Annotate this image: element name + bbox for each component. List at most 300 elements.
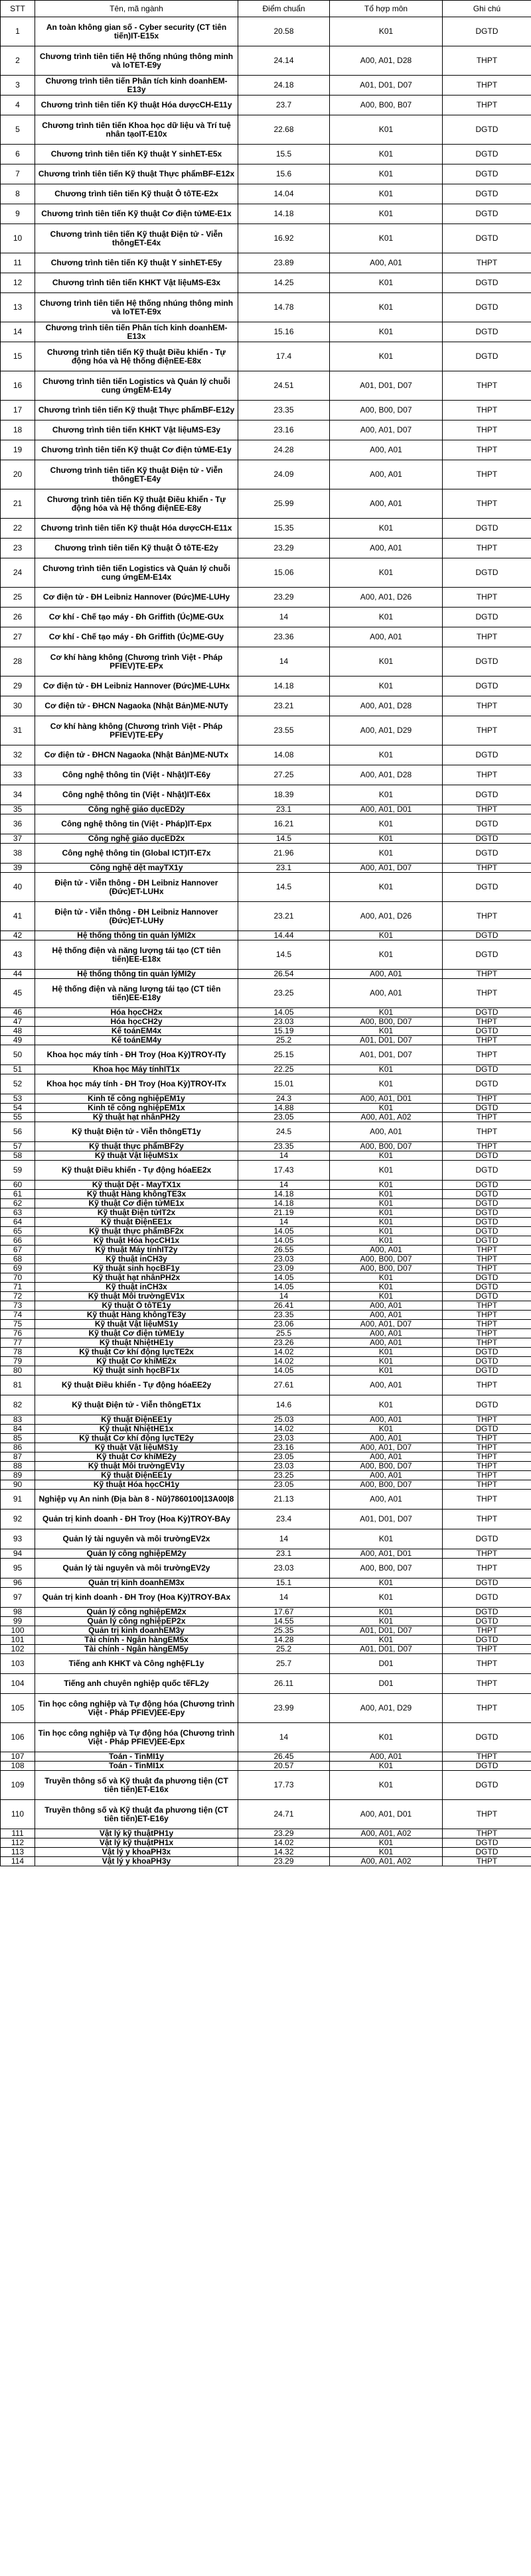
table-row xyxy=(1,745,531,765)
row-program-name: Kỹ thuật Môi trườngEV1x xyxy=(35,1292,238,1301)
table-row xyxy=(1,1273,531,1283)
row-cutoff-score: 23.21 xyxy=(238,902,330,931)
row-subject-combination: A00, A01 xyxy=(330,440,443,460)
row-program-name: Vật lý kỹ thuậtPH1y xyxy=(35,1829,238,1838)
row-program-name: Hệ thống điện và năng lượng tái tạo (CT tiên tiến)EE-E18y xyxy=(35,979,238,1008)
row-program-name: Hệ thống thông tin quản lýMI2y xyxy=(35,970,238,979)
row-subject-combination: K01 xyxy=(330,1218,443,1227)
row-note: DGTD xyxy=(443,1529,531,1549)
row-note: DGTD xyxy=(443,1227,531,1236)
row-note: DGTD xyxy=(443,1848,531,1857)
table-row xyxy=(1,1771,531,1800)
row-program-name: Chương trình tiên tiến Logistics và Quản lý chuỗi cung ứngEM-E14x xyxy=(35,558,238,588)
row-program-name: Kỹ thuật Cơ khíME2y xyxy=(35,1452,238,1462)
table-row xyxy=(1,1395,531,1415)
row-note: THPT xyxy=(443,1694,531,1723)
table-row xyxy=(1,765,531,785)
row-subject-combination: K01 xyxy=(330,1848,443,1857)
row-stt: 32 xyxy=(1,745,35,765)
table-row xyxy=(1,1366,531,1376)
row-cutoff-score: 24.18 xyxy=(238,76,330,96)
row-stt: 88 xyxy=(1,1462,35,1471)
row-program-name: An toàn không gian số - Cyber security (CT tiên tiến)IT-E15x xyxy=(35,17,238,46)
header-name: Tên, mã ngành xyxy=(35,1,238,17)
row-stt: 89 xyxy=(1,1471,35,1480)
table-row xyxy=(1,401,531,420)
row-program-name: Cơ khí hàng không (Chương trình Việt - Pháp PFIEV)TE-EPx xyxy=(35,647,238,676)
row-cutoff-score: 14.88 xyxy=(238,1104,330,1113)
row-stt: 54 xyxy=(1,1104,35,1113)
row-subject-combination: K01 xyxy=(330,1529,443,1549)
table-row xyxy=(1,1626,531,1636)
row-program-name: Kế toánEM4x xyxy=(35,1027,238,1036)
table-row xyxy=(1,1348,531,1357)
table-row xyxy=(1,1549,531,1559)
row-stt: 70 xyxy=(1,1273,35,1283)
row-stt: 31 xyxy=(1,716,35,745)
row-program-name: Kỹ thuật Điện tử - Viễn thôngET1x xyxy=(35,1395,238,1415)
row-note: DGTD xyxy=(443,1636,531,1645)
table-row xyxy=(1,1113,531,1122)
row-subject-combination: K01 xyxy=(330,273,443,293)
row-note: THPT xyxy=(443,1654,531,1674)
row-stt: 101 xyxy=(1,1636,35,1645)
row-program-name: Kỹ thuật Hóa họcCH1y xyxy=(35,1480,238,1490)
row-stt: 93 xyxy=(1,1529,35,1549)
row-cutoff-score: 23.1 xyxy=(238,805,330,814)
row-cutoff-score: 21.96 xyxy=(238,844,330,864)
row-subject-combination: K01 xyxy=(330,1395,443,1415)
row-subject-combination: A00, A01 xyxy=(330,1122,443,1142)
row-note: DGTD xyxy=(443,834,531,844)
row-stt: 13 xyxy=(1,293,35,322)
row-note: DGTD xyxy=(443,1236,531,1246)
table-row xyxy=(1,627,531,647)
row-program-name: Chương trình tiên tiến Hệ thống nhúng thông minh và IoTET-E9x xyxy=(35,293,238,322)
table-row xyxy=(1,76,531,96)
row-note: DGTD xyxy=(443,785,531,805)
table-row xyxy=(1,1311,531,1320)
table-row xyxy=(1,1255,531,1264)
row-stt: 113 xyxy=(1,1848,35,1857)
table-row xyxy=(1,1674,531,1694)
row-subject-combination: A00, A01, D29 xyxy=(330,716,443,745)
row-program-name: Khoa học máy tính - ĐH Troy (Hoa Kỳ)TROY-ITy xyxy=(35,1045,238,1065)
row-program-name: Chương trình tiên tiến KHKT Vật liệuMS-E3y xyxy=(35,420,238,440)
row-note: DGTD xyxy=(443,1425,531,1434)
row-note: THPT xyxy=(443,1113,531,1122)
row-note: THPT xyxy=(443,1415,531,1425)
row-note: THPT xyxy=(443,1462,531,1471)
row-program-name: Kỹ thuật Hàng khôngTE3x xyxy=(35,1190,238,1199)
row-note: DGTD xyxy=(443,814,531,834)
table-row xyxy=(1,1838,531,1848)
table-row xyxy=(1,1578,531,1588)
row-program-name: Nghiệp vụ An ninh (Địa bàn 8 - Nữ)7860100|13A00|8 xyxy=(35,1490,238,1510)
row-note: DGTD xyxy=(443,940,531,970)
row-stt: 83 xyxy=(1,1415,35,1425)
row-note: THPT xyxy=(443,1329,531,1338)
row-stt: 50 xyxy=(1,1045,35,1065)
row-cutoff-score: 23.03 xyxy=(238,1434,330,1443)
row-program-name: Chương trình tiên tiến Kỹ thuật Hóa dượcCH-E11y xyxy=(35,96,238,115)
row-program-name: Vật lý y khoaPH3x xyxy=(35,1848,238,1857)
row-program-name: Chương trình tiên tiến Phân tích kinh doanhEM-E13y xyxy=(35,76,238,96)
row-cutoff-score: 23.35 xyxy=(238,1311,330,1320)
row-note: THPT xyxy=(443,1045,531,1065)
row-program-name: Kỹ thuật Vật liệuMS1x xyxy=(35,1151,238,1161)
row-subject-combination: A00, A01 xyxy=(330,1415,443,1425)
row-program-name: Kỹ thuật ĐiệnEE1y xyxy=(35,1471,238,1480)
table-row xyxy=(1,1181,531,1190)
row-cutoff-score: 21.13 xyxy=(238,1490,330,1510)
header-combo: Tổ hợp môn xyxy=(330,1,443,17)
row-cutoff-score: 14.02 xyxy=(238,1357,330,1366)
table-row xyxy=(1,676,531,696)
row-stt: 16 xyxy=(1,371,35,401)
row-cutoff-score: 24.14 xyxy=(238,46,330,76)
row-cutoff-score: 15.19 xyxy=(238,1027,330,1036)
row-note: DGTD xyxy=(443,745,531,765)
row-cutoff-score: 24.71 xyxy=(238,1800,330,1829)
table-row xyxy=(1,1762,531,1771)
table-row xyxy=(1,1529,531,1549)
table-row xyxy=(1,204,531,224)
row-stt: 20 xyxy=(1,460,35,489)
row-stt: 39 xyxy=(1,864,35,873)
table-row xyxy=(1,1122,531,1142)
table-row xyxy=(1,371,531,401)
row-subject-combination: A00, A01, D01 xyxy=(330,1800,443,1829)
row-stt: 36 xyxy=(1,814,35,834)
row-note: THPT xyxy=(443,1857,531,1866)
row-stt: 61 xyxy=(1,1190,35,1199)
table-row xyxy=(1,1227,531,1236)
row-cutoff-score: 26.55 xyxy=(238,1246,330,1255)
row-stt: 106 xyxy=(1,1723,35,1752)
row-note: DGTD xyxy=(443,273,531,293)
row-cutoff-score: 17.67 xyxy=(238,1608,330,1617)
row-subject-combination: K01 xyxy=(330,115,443,145)
row-cutoff-score: 23.29 xyxy=(238,588,330,608)
row-subject-combination: D01 xyxy=(330,1674,443,1694)
row-note: DGTD xyxy=(443,1588,531,1608)
table-row xyxy=(1,1752,531,1762)
row-cutoff-score: 14 xyxy=(238,1181,330,1190)
row-cutoff-score: 23.36 xyxy=(238,627,330,647)
row-subject-combination: A00, A01, D07 xyxy=(330,864,443,873)
table-row xyxy=(1,1376,531,1395)
row-note: THPT xyxy=(443,1376,531,1395)
table-row xyxy=(1,1329,531,1338)
row-program-name: Chương trình tiên tiến Kỹ thuật Điện tử - Viễn thôngET-E4x xyxy=(35,224,238,253)
row-stt: 12 xyxy=(1,273,35,293)
row-program-name: Hóa họcCH2x xyxy=(35,1008,238,1017)
row-program-name: Khoa học Máy tínhIT1x xyxy=(35,1065,238,1074)
table-row xyxy=(1,1292,531,1301)
row-stt: 80 xyxy=(1,1366,35,1376)
row-note: THPT xyxy=(443,440,531,460)
row-subject-combination: K01 xyxy=(330,1366,443,1376)
row-note: DGTD xyxy=(443,1218,531,1227)
row-note: THPT xyxy=(443,696,531,716)
row-cutoff-score: 20.57 xyxy=(238,1762,330,1771)
row-cutoff-score: 23.03 xyxy=(238,1559,330,1578)
row-stt: 26 xyxy=(1,608,35,627)
table-row xyxy=(1,931,531,940)
table-row xyxy=(1,1036,531,1045)
row-program-name: Điện tử - Viễn thông - ĐH Leibniz Hannover (Đức)ET-LUHx xyxy=(35,873,238,902)
row-stt: 90 xyxy=(1,1480,35,1490)
row-stt: 25 xyxy=(1,588,35,608)
row-cutoff-score: 14.02 xyxy=(238,1838,330,1848)
row-subject-combination: A00, A01, A02 xyxy=(330,1829,443,1838)
row-cutoff-score: 14.05 xyxy=(238,1283,330,1292)
row-program-name: Cơ khí - Chế tạo máy - Đh Griffith (Úc)ME-GUy xyxy=(35,627,238,647)
row-stt: 102 xyxy=(1,1645,35,1654)
header-score: Điểm chuẩn xyxy=(238,1,330,17)
row-stt: 9 xyxy=(1,204,35,224)
row-cutoff-score: 23.05 xyxy=(238,1452,330,1462)
row-program-name: Cơ điện tử - ĐH Leibniz Hannover (Đức)ME-LUHx xyxy=(35,676,238,696)
row-program-name: Chương trình tiên tiến Kỹ thuật Thực phẩmBF-E12y xyxy=(35,401,238,420)
table-row xyxy=(1,647,531,676)
row-program-name: Công nghệ thông tin (Việt - Nhật)IT-E6y xyxy=(35,765,238,785)
table-row xyxy=(1,253,531,273)
table-row xyxy=(1,844,531,864)
row-subject-combination: K01 xyxy=(330,1838,443,1848)
row-stt: 14 xyxy=(1,322,35,342)
table-row xyxy=(1,1490,531,1510)
row-note: DGTD xyxy=(443,1608,531,1617)
table-row xyxy=(1,1199,531,1208)
row-program-name: Truyền thông số và Kỹ thuật đa phương tiện (CT tiên tiến)ET-E16y xyxy=(35,1800,238,1829)
row-subject-combination: K01 xyxy=(330,1190,443,1199)
row-cutoff-score: 14 xyxy=(238,1529,330,1549)
row-cutoff-score: 23.35 xyxy=(238,401,330,420)
row-note: THPT xyxy=(443,805,531,814)
row-program-name: Kỹ thuật inCH3y xyxy=(35,1255,238,1264)
row-stt: 63 xyxy=(1,1208,35,1218)
row-stt: 69 xyxy=(1,1264,35,1273)
row-subject-combination: K01 xyxy=(330,785,443,805)
row-subject-combination: K01 xyxy=(330,1161,443,1181)
row-program-name: Cơ điện tử - ĐHCN Nagaoka (Nhật Bản)ME-NUTy xyxy=(35,696,238,716)
row-subject-combination: K01 xyxy=(330,1578,443,1588)
row-stt: 110 xyxy=(1,1800,35,1829)
row-cutoff-score: 24.51 xyxy=(238,371,330,401)
row-program-name: Kỹ thuật ĐiệnEE1y xyxy=(35,1415,238,1425)
row-stt: 34 xyxy=(1,785,35,805)
row-stt: 43 xyxy=(1,940,35,970)
row-subject-combination: A01, D01, D07 xyxy=(330,1036,443,1045)
row-subject-combination: A00, A01 xyxy=(330,1752,443,1762)
row-stt: 15 xyxy=(1,342,35,371)
row-cutoff-score: 16.92 xyxy=(238,224,330,253)
row-cutoff-score: 23.7 xyxy=(238,96,330,115)
row-subject-combination: K01 xyxy=(330,184,443,204)
row-program-name: Kỹ thuật NhiệtHE1x xyxy=(35,1425,238,1434)
table-row xyxy=(1,293,531,322)
row-stt: 68 xyxy=(1,1255,35,1264)
row-note: THPT xyxy=(443,979,531,1008)
row-stt: 1 xyxy=(1,17,35,46)
row-stt: 53 xyxy=(1,1094,35,1104)
row-subject-combination: K01 xyxy=(330,814,443,834)
row-note: DGTD xyxy=(443,1273,531,1283)
row-note: DGTD xyxy=(443,204,531,224)
row-note: DGTD xyxy=(443,1074,531,1094)
row-note: THPT xyxy=(443,1036,531,1045)
row-note: THPT xyxy=(443,489,531,519)
row-note: DGTD xyxy=(443,1065,531,1074)
table-row xyxy=(1,1848,531,1857)
row-cutoff-score: 23.21 xyxy=(238,696,330,716)
row-program-name: Quản lý công nghiệpEM2y xyxy=(35,1549,238,1559)
row-stt: 2 xyxy=(1,46,35,76)
table-row xyxy=(1,1301,531,1311)
table-row xyxy=(1,322,531,342)
row-program-name: Chương trình tiên tiến Kỹ thuật Điện tử - Viễn thôngET-E4y xyxy=(35,460,238,489)
row-cutoff-score: 23.16 xyxy=(238,1443,330,1452)
row-cutoff-score: 16.21 xyxy=(238,814,330,834)
row-program-name: Tài chính - Ngân hàngEM5x xyxy=(35,1636,238,1645)
table-row xyxy=(1,1264,531,1273)
table-row xyxy=(1,273,531,293)
row-stt: 65 xyxy=(1,1227,35,1236)
row-cutoff-score: 23.26 xyxy=(238,1338,330,1348)
row-program-name: Kỹ thuật Cơ khí động lựcTE2y xyxy=(35,1434,238,1443)
row-cutoff-score: 24.5 xyxy=(238,1122,330,1142)
row-program-name: Kỹ thuật Vật liệuMS1y xyxy=(35,1443,238,1452)
row-program-name: Kỹ thuật Hóa họcCH1x xyxy=(35,1236,238,1246)
table-body xyxy=(1,17,531,1866)
row-stt: 66 xyxy=(1,1236,35,1246)
row-program-name: Vật lý y khoaPH3y xyxy=(35,1857,238,1866)
row-subject-combination: K01 xyxy=(330,1425,443,1434)
row-program-name: Quản lý tài nguyên và môi trườngEV2y xyxy=(35,1559,238,1578)
row-program-name: Chương trình tiên tiến Kỹ thuật Y sinhET-E5x xyxy=(35,145,238,164)
table-row xyxy=(1,696,531,716)
row-subject-combination: K01 xyxy=(330,1723,443,1752)
row-stt: 3 xyxy=(1,76,35,96)
row-program-name: Tin học công nghiệp và Tự động hóa (Chương trình Việt - Pháp PFIEV)EE-Epy xyxy=(35,1694,238,1723)
row-cutoff-score: 14.18 xyxy=(238,1190,330,1199)
row-stt: 24 xyxy=(1,558,35,588)
row-stt: 78 xyxy=(1,1348,35,1357)
row-note: DGTD xyxy=(443,1395,531,1415)
row-note: THPT xyxy=(443,902,531,931)
table-row xyxy=(1,519,531,539)
row-note: THPT xyxy=(443,1142,531,1151)
row-stt: 73 xyxy=(1,1301,35,1311)
row-cutoff-score: 27.61 xyxy=(238,1376,330,1395)
row-subject-combination: K01 xyxy=(330,1065,443,1074)
table-row xyxy=(1,1452,531,1462)
row-note: THPT xyxy=(443,1471,531,1480)
row-program-name: Kế toánEM4y xyxy=(35,1036,238,1045)
row-cutoff-score: 14 xyxy=(238,1723,330,1752)
row-cutoff-score: 23.89 xyxy=(238,253,330,273)
row-program-name: Chương trình tiên tiến Kỹ thuật Cơ điện tửME-E1x xyxy=(35,204,238,224)
row-program-name: Kỹ thuật Cơ khí động lựcTE2x xyxy=(35,1348,238,1357)
row-stt: 8 xyxy=(1,184,35,204)
row-cutoff-score: 22.25 xyxy=(238,1065,330,1074)
row-cutoff-score: 23.06 xyxy=(238,1320,330,1329)
row-note: THPT xyxy=(443,1752,531,1762)
row-cutoff-score: 27.25 xyxy=(238,765,330,785)
row-subject-combination: K01 xyxy=(330,1357,443,1366)
row-stt: 5 xyxy=(1,115,35,145)
row-note: THPT xyxy=(443,460,531,489)
row-note: THPT xyxy=(443,420,531,440)
row-stt: 35 xyxy=(1,805,35,814)
table-row xyxy=(1,1045,531,1065)
row-program-name: Công nghệ thông tin (Việt - Nhật)IT-E6x xyxy=(35,785,238,805)
row-note: DGTD xyxy=(443,1161,531,1181)
row-stt: 79 xyxy=(1,1357,35,1366)
row-note: THPT xyxy=(443,1645,531,1654)
row-program-name: Kỹ thuật Cơ điện tửME1y xyxy=(35,1329,238,1338)
row-cutoff-score: 17.4 xyxy=(238,342,330,371)
row-note: DGTD xyxy=(443,519,531,539)
row-note: THPT xyxy=(443,1301,531,1311)
table-row xyxy=(1,1208,531,1218)
row-subject-combination: A00, A01 xyxy=(330,1434,443,1443)
row-note: DGTD xyxy=(443,322,531,342)
row-subject-combination: A00, A01 xyxy=(330,1311,443,1320)
table-row xyxy=(1,1559,531,1578)
row-cutoff-score: 22.68 xyxy=(238,115,330,145)
table-row xyxy=(1,785,531,805)
row-subject-combination: A00, A01, D26 xyxy=(330,902,443,931)
row-note: THPT xyxy=(443,1510,531,1529)
table-row xyxy=(1,420,531,440)
row-cutoff-score: 14 xyxy=(238,1292,330,1301)
row-program-name: Chương trình tiên tiến KHKT Vật liệuMS-E3x xyxy=(35,273,238,293)
row-note: DGTD xyxy=(443,1357,531,1366)
table-row xyxy=(1,716,531,745)
row-note: THPT xyxy=(443,627,531,647)
row-subject-combination: K01 xyxy=(330,1348,443,1357)
row-stt: 103 xyxy=(1,1654,35,1674)
row-subject-combination: K01 xyxy=(330,1762,443,1771)
table-row xyxy=(1,539,531,558)
row-stt: 55 xyxy=(1,1113,35,1122)
row-program-name: Công nghệ giáo dụcED2x xyxy=(35,834,238,844)
row-cutoff-score: 14.05 xyxy=(238,1273,330,1283)
table-row xyxy=(1,1617,531,1626)
row-subject-combination: A00, A01, D07 xyxy=(330,1320,443,1329)
row-cutoff-score: 26.41 xyxy=(238,1301,330,1311)
row-stt: 42 xyxy=(1,931,35,940)
row-stt: 97 xyxy=(1,1588,35,1608)
row-stt: 11 xyxy=(1,253,35,273)
row-note: THPT xyxy=(443,1311,531,1320)
row-cutoff-score: 23.25 xyxy=(238,1471,330,1480)
row-note: DGTD xyxy=(443,1292,531,1301)
table-header-row xyxy=(1,1,531,17)
table-row xyxy=(1,1283,531,1292)
row-stt: 72 xyxy=(1,1292,35,1301)
row-program-name: Truyền thông số và Kỹ thuật đa phương tiện (CT tiên tiến)ET-E16x xyxy=(35,1771,238,1800)
row-note: THPT xyxy=(443,1490,531,1510)
table-row xyxy=(1,1094,531,1104)
row-note: DGTD xyxy=(443,1027,531,1036)
row-program-name: Kỹ thuật hạt nhânPH2x xyxy=(35,1273,238,1283)
row-cutoff-score: 14 xyxy=(238,1218,330,1227)
row-subject-combination: A00, A01, A02 xyxy=(330,1857,443,1866)
